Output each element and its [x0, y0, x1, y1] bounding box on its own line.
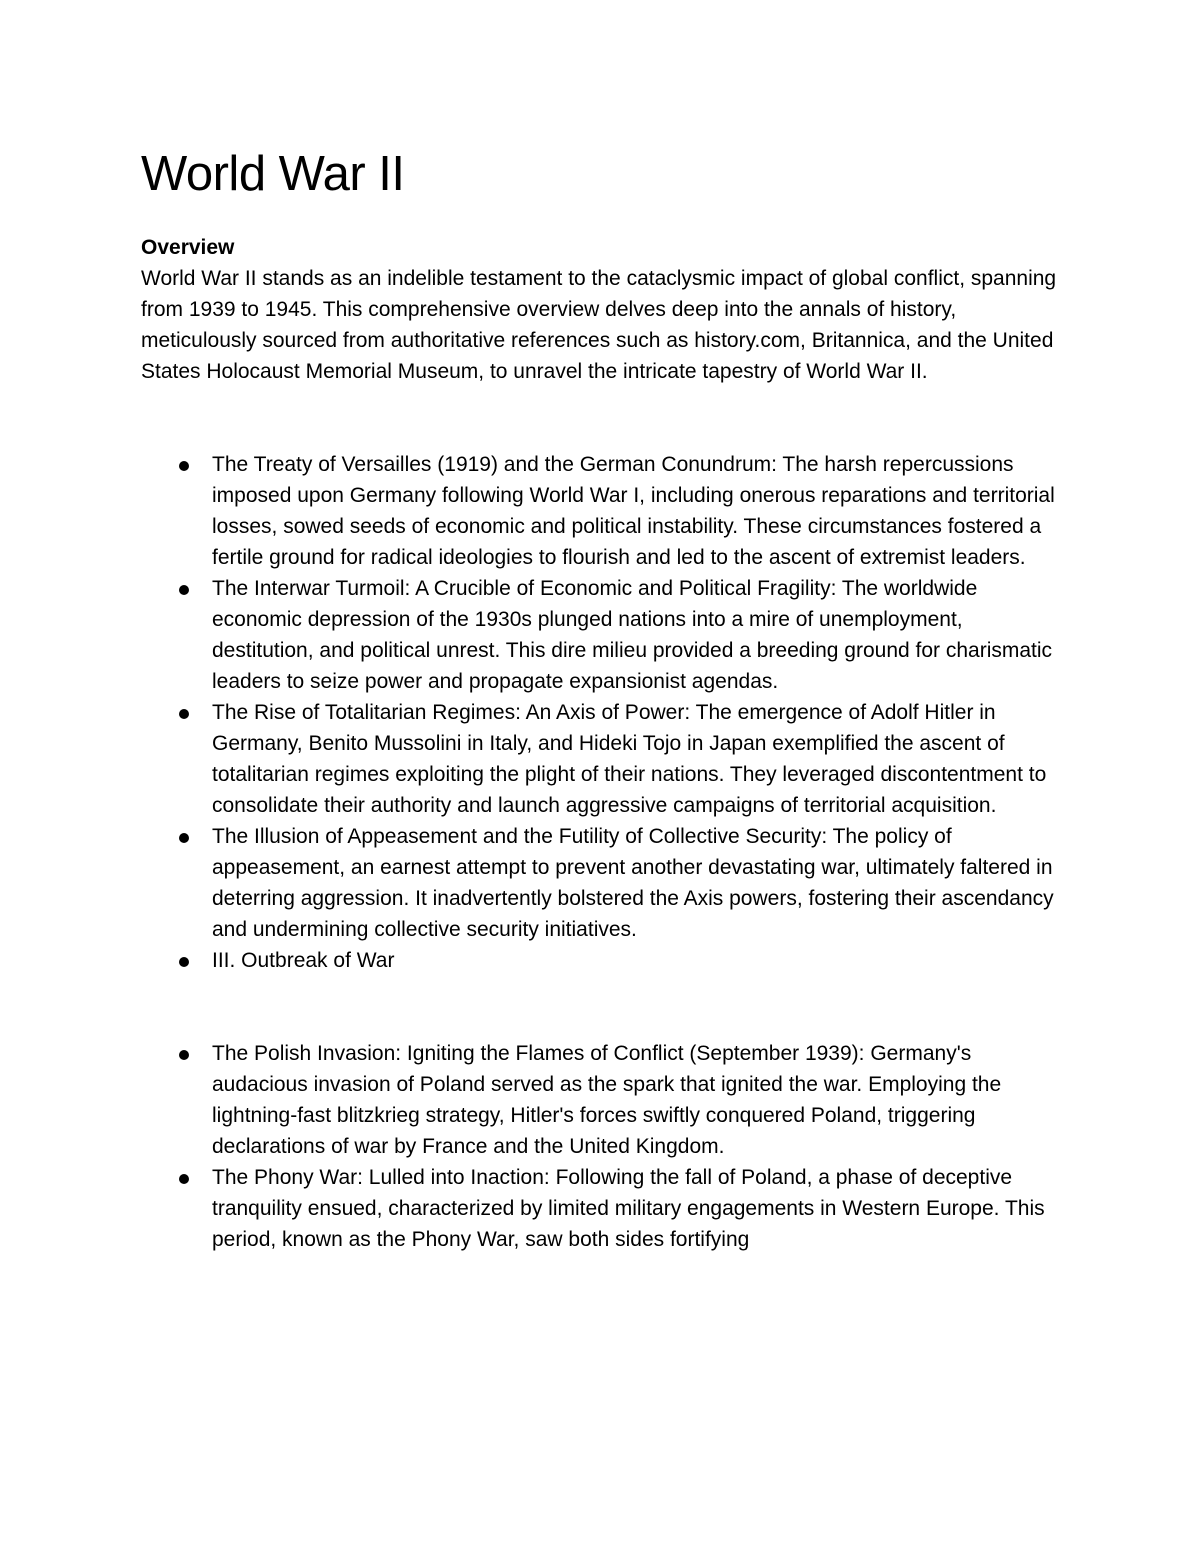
overview-paragraph: World War II stands as an indelible testament to the cataclysmic impact of global conflict, spanning from 1939 to 1945. This comprehensive overview delves deep into the annals of history, meticulously sourced from authoritative references such as history.com, Britannica, and the United States Holocaust Memorial Museum, to unravel the intricate tapestry of World War II. — [141, 267, 1057, 383]
list-item-text: The Illusion of Appeasement and the Futility of Collective Security: The policy of appeasement, an earnest attempt to prevent another devastating war, ultimately faltered in deterring aggression. It inadvertently bolstered the Axis powers, fostering their ascendancy and undermining collective security initiatives. — [212, 825, 1054, 941]
list-item-text: The Rise of Totalitarian Regimes: An Axis of Power: The emergence of Adolf Hitler in Germany, Benito Mussolini in Italy, and Hideki Tojo in Japan exemplified the ascent of totalitarian regimes exploiting the plight of their nations. They leveraged discontentment to consolidate their authority and launch aggressive campaigns of territorial acquisition. — [212, 701, 1047, 817]
list-item — [141, 1038, 1061, 1162]
document-page — [141, 138, 1061, 1255]
list-item — [141, 1162, 1061, 1255]
list-item — [141, 821, 1061, 945]
list-item-text: The Polish Invasion: Igniting the Flames of Conflict (September 1939): Germany's audacious invasion of Poland served as the spark that ignited the war. Employing the lightning-fast blitzkrieg strategy, Hitler's forces swiftly conquered Poland, triggering declarations of war by France and the United Kingdom. — [212, 1042, 1002, 1158]
bullet-icon — [179, 1174, 189, 1184]
list-item-text: The Treaty of Versailles (1919) and the German Conundrum: The harsh repercussions imposed upon Germany following World War I, including onerous reparations and territorial losses, sowed seeds of economic and political instability. These circumstances fostered a fertile ground for radical ideologies to flourish and led to the ascent of extremist leaders. — [212, 453, 1055, 569]
causes-list — [141, 449, 1061, 976]
bullet-icon — [179, 461, 189, 471]
list-item — [141, 945, 1061, 976]
list-item-text: The Phony War: Lulled into Inaction: Following the fall of Poland, a phase of deceptive tranquility ensued, characterized by limited military engagements in Western Europe. This period, known as the Phony War, saw both sides fortifying — [212, 1166, 1045, 1251]
bullet-icon — [179, 709, 189, 719]
bullet-icon — [179, 585, 189, 595]
list-item — [141, 449, 1061, 573]
list-item — [141, 697, 1061, 821]
outbreak-list — [141, 1038, 1061, 1255]
list-item-text: The Interwar Turmoil: A Crucible of Economic and Political Fragility: The worldwide economic depression of the 1930s plunged nations into a mire of unemployment, destitution, and political unrest. This dire milieu provided a breeding ground for charismatic leaders to seize power and propagate expansionist agendas. — [212, 577, 1053, 693]
bullet-icon — [179, 1050, 189, 1060]
document-title: World War II — [141, 147, 405, 201]
bullet-icon — [179, 957, 189, 967]
overview-heading: Overview — [141, 236, 235, 259]
list-item — [141, 573, 1061, 697]
blank-line — [141, 387, 1061, 449]
blank-line — [141, 976, 1061, 1038]
bullet-icon — [179, 833, 189, 843]
list-item-text: III. Outbreak of War — [212, 949, 395, 972]
